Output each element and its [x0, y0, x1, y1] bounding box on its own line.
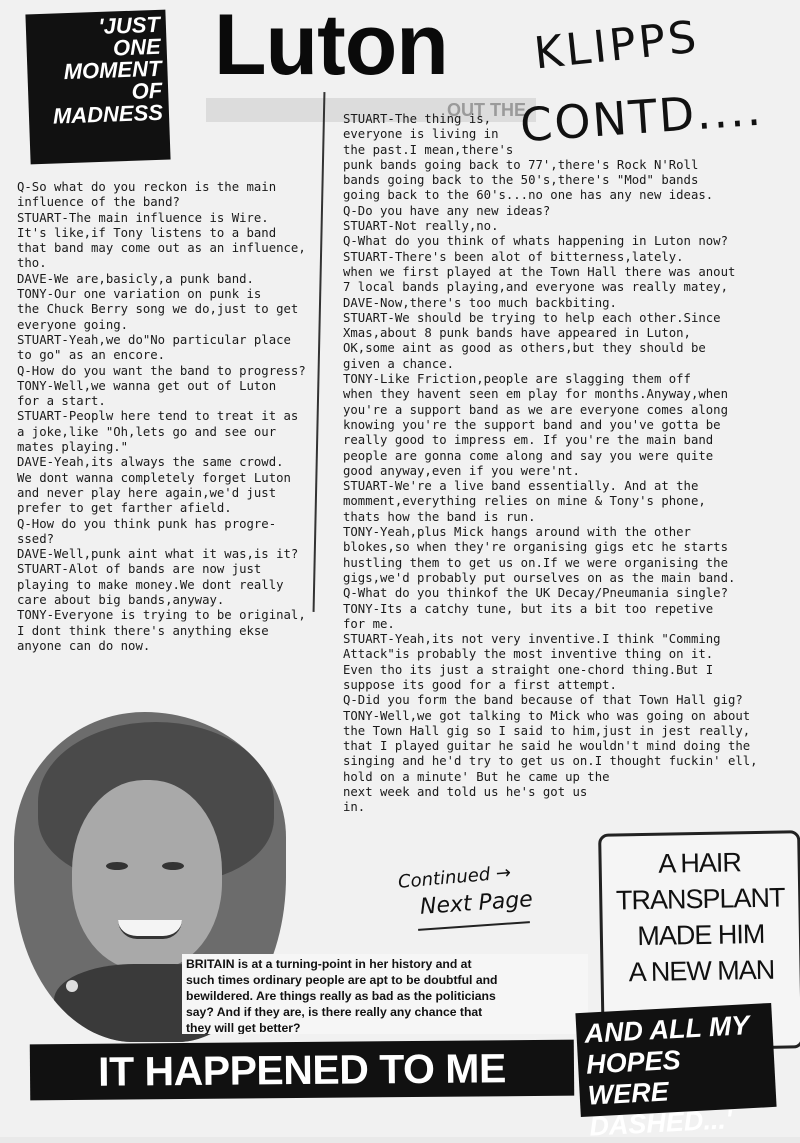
interview-line: tho. [17, 256, 47, 271]
interview-line: given a chance. [343, 356, 455, 371]
interview-line: that I played guitar he said he wouldn't mind doing the [343, 739, 751, 754]
interview-line: DAVE-Well,punk aint what it was,is it? [17, 547, 299, 562]
interview-line: Q-What do you think of whats happening in Luton now? [343, 234, 728, 249]
interview-line: knowing you're the support band and you've gotta be [343, 417, 721, 432]
interview-line: We dont wanna completely forget Luton [17, 470, 291, 485]
interview-line: the Chuck Berry song we do,just to get [17, 302, 299, 317]
portrait-eye-left [106, 862, 128, 870]
badge-text: 'JUST ONE MOMENT OF MADNESS [52, 11, 164, 129]
page-title: Luton [214, 0, 448, 93]
handwritten-continued: Continued → [397, 862, 512, 893]
interview-line: for me. [343, 616, 395, 631]
interview-line: STUART-Alot of bands are now just [17, 562, 262, 577]
interview-line: STUART-Yeah,we do"No particular place [17, 332, 291, 347]
interview-line: Attack"is probably the most inventive thing on it. [343, 647, 714, 662]
interview-line: gigs,we'd probably put ourselves on as the main band. [343, 570, 736, 585]
interview-line: TONY-Well,we wanna get out of Luton [17, 378, 277, 393]
interview-line: care about big bands,anyway. [17, 593, 225, 608]
interview-line: DAVE-Yeah,its always the same crowd. [17, 455, 284, 470]
interview-line: singing and he'd try to get us on.I thought fuckin' ell, [343, 754, 758, 769]
interview-line: I dont think there's anything ekse [17, 623, 269, 638]
interview-line: everyone going. [17, 317, 129, 332]
interview-line: STUART-Yeah,its not very inventive.I think "Comming [343, 632, 721, 647]
next-page-underline [418, 921, 530, 931]
interview-line: prefer to get farther afield. [17, 501, 232, 516]
interview-line: Q-What do you thinkof the UK Decay/Pneumania single? [343, 586, 728, 601]
interview-line: for a start. [17, 394, 106, 409]
interview-line: a joke,like "Oh,lets go and see our [17, 424, 277, 439]
handwritten-contd: CONTD.... [518, 81, 765, 153]
interview-line: OK,some aint as good as others,but they should be [343, 341, 706, 356]
interview-line: Q-How do you think punk has progre- [17, 516, 277, 531]
interview-line: hold on a minute' But he came up the [343, 769, 610, 784]
bubble-text: A HAIR TRANSPLANT MADE HIM A NEW MAN [615, 847, 785, 988]
interview-line: when we first played at the Town Hall there was anout [343, 264, 736, 279]
interview-line: 7 local bands playing,and everyone was really matey, [343, 280, 728, 295]
hopes-dashed-banner [575, 1003, 776, 1142]
interview-line: and never play here again,we'd just [17, 485, 277, 500]
interview-right-column [343, 112, 798, 816]
interview-line: TONY-Yeah,plus Mick hangs around with the other [343, 525, 691, 540]
interview-line: when they havent seen em play for months.Anyway,when [343, 387, 728, 402]
interview-line: Even tho its just a straight one-chord thing.But I [343, 662, 714, 677]
title-strip: OUT THE [206, 98, 536, 122]
handwritten-next-page: Next Page [419, 887, 534, 920]
interview-line: STUART-Not really,no. [343, 219, 499, 234]
interview-line: STUART-The main influence is Wire. [17, 210, 269, 225]
interview-line: STUART-We should be trying to help each other.Since [343, 310, 721, 325]
interview-line: DAVE-We are,basicly,a punk band. [17, 271, 254, 286]
britain-caption: BRITAIN is at a turning-point in her history and at such times ordinary people are apt to be doubtful and bewildered. Are things really as bad as the politicians say? And if they are, is there really any chance that they will get better? [182, 954, 588, 1034]
interview-line: Q-How do you want the band to progress? [17, 363, 306, 378]
interview-line: suppose its good for a first attempt. [343, 677, 617, 692]
interview-line: momment,everything relies on mine & Tony's phone, [343, 494, 706, 509]
portrait-face [72, 780, 222, 970]
interview-line: hustling them to get us on.If we were organising the [343, 555, 728, 570]
interview-line: you're a support band as we are everyone comes along [343, 402, 728, 417]
interview-line: the past.I mean,there's [343, 142, 514, 157]
it-happened-to-me-banner: IT HAPPENED TO ME [30, 1040, 574, 1101]
interview-line: Xmas,about 8 punk bands have appeared in Luton, [343, 326, 691, 341]
portrait-eye-right [162, 862, 184, 870]
interview-line: STUART-The thing is, [343, 112, 492, 126]
interview-line: It's like,if Tony listens to a band [17, 225, 277, 240]
interview-line: playing to make money.We dont really [17, 577, 284, 592]
interview-line: bands going back to the 50's,there's "Mod" bands [343, 173, 699, 188]
interview-line: next week and told us he's got us [343, 785, 588, 800]
interview-line: mates playing." [17, 440, 129, 455]
interview-line: punk bands going back to 77',there's Rock N'Roll [343, 157, 699, 172]
interview-line: anyone can do now. [17, 638, 151, 653]
interview-line: Q-Did you form the band because of that Town Hall gig? [343, 693, 743, 708]
handwritten-klipps: KLIPPS [531, 11, 702, 80]
interview-line: TONY-Everyone is trying to be original, [17, 608, 306, 623]
interview-line: STUART-Peoplw here tend to treat it as [17, 409, 299, 424]
interview-line: TONY-Like Friction,people are slagging them off [343, 372, 691, 387]
interview-line: thats how the band is run. [343, 509, 536, 524]
interview-line: blokes,so when they're organising gigs etc he starts [343, 540, 728, 555]
interview-line: STUART-There's been alot of bitterness,lately. [343, 249, 684, 264]
interview-line: TONY-Well,we got talking to Mick who was going on about [343, 708, 751, 723]
interview-line: that band may come out as an influence, [17, 241, 306, 256]
interview-line: Q-Do you have any new ideas? [343, 203, 551, 218]
interview-line: ssed? [17, 531, 55, 546]
pearl-earring-left [66, 980, 78, 992]
interview-line: good anyway,even if you were'nt. [343, 463, 580, 478]
just-one-moment-badge [25, 10, 170, 165]
interview-line: to go" as an encore. [17, 348, 166, 363]
interview-line: really good to impress em. If you're the main band [343, 433, 714, 448]
interview-line: TONY-Our one variation on punk is [17, 287, 262, 302]
interview-left-column [17, 180, 327, 654]
interview-line: STUART-We're a live band essentially. And at the [343, 479, 699, 494]
interview-line: TONY-Its a catchy tune, but its a bit too repetive [343, 601, 714, 616]
interview-line: everyone is living in [343, 127, 499, 142]
interview-line: the Town Hall gig so I said to him,just in jest really, [343, 723, 751, 738]
interview-line: influence of the band? [17, 195, 180, 210]
interview-line: going back to the 60's...no one has any new ideas. [343, 188, 714, 203]
interview-line: DAVE-Now,there's too much backbiting. [343, 295, 617, 310]
interview-line: Q-So what do you reckon is the main [17, 180, 277, 194]
hopes-text: AND ALL MY HOPES WERE DASHED...' [583, 1010, 751, 1142]
portrait-smile [118, 920, 182, 939]
interview-line: in. [343, 800, 366, 815]
interview-line: people are gonna come along and say you were quite [343, 448, 714, 463]
